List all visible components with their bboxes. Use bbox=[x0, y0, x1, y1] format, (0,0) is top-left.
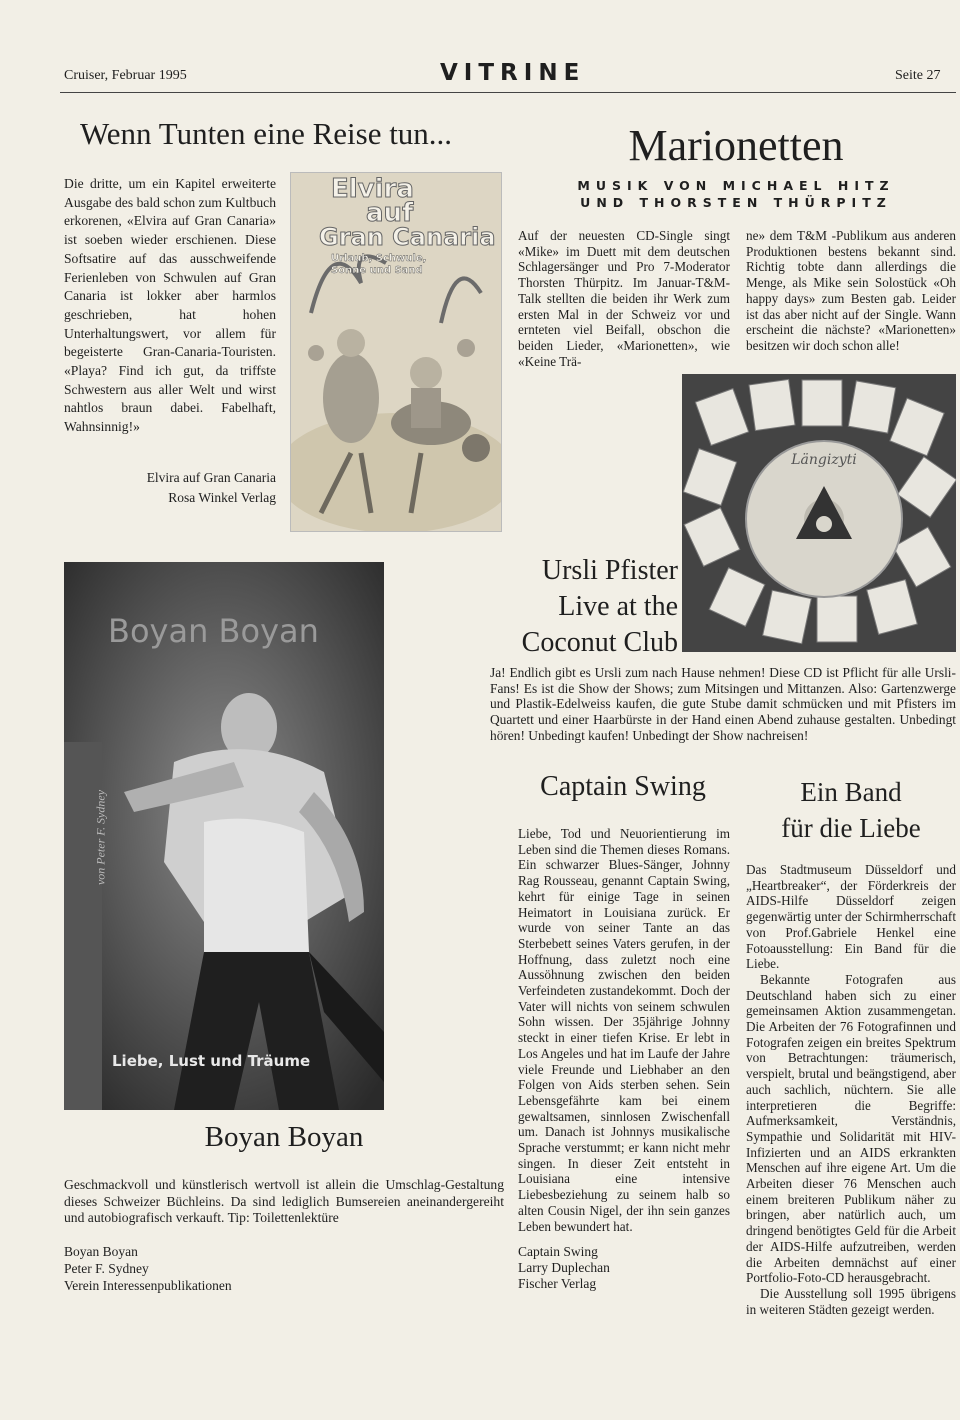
cd-sleeves-illustration bbox=[682, 374, 956, 652]
ursli-headline-1: Ursli Pfister bbox=[541, 555, 678, 586]
boyan-body: Geschmackvoll und künstlerisch wertvoll ist allein die Umschlag-Gestaltung dieses Schweizer Büchleins. Da sind lediglich Bumsereien aneinandergereiht und autobiografisch verkauft. Tip: Toilettenlektüre bbox=[64, 1177, 504, 1225]
boyan-headline: Boyan Boyan bbox=[204, 1121, 364, 1153]
cd-label-text: Längizyti bbox=[791, 452, 857, 468]
captain-body: Liebe, Tod und Neuorientierung im Leben sind die Themen dieses Romans. Ein schwarzer Blues-Sänger, Johnny Rag Rousseau, genannt Captain Swing, kehrt für einige Tage in seinen Heimatort in Louisiana zurück. Er wurde von seiner Tante an das Sterbebett seines Vaters gerufen, in der Hoffnung, dass zuletzt noch eine Aussöhnung zwischen den beiden Verfeindeten zustandekommt. Doch der Vater will nichts von seinem schwulen Sohn wissen. Der 35jährige Johnny steckt in einer tiefen Krise. Er lebt in Los Angeles und hat im Laufe der Jahre viele Freunde und Liebhaber an den Folgen von Aids sterben sehen. Sein Lebensgefährte kam bei einem gewaltsamen, sinnlosen Zwischenfall um. Danach ist Johnnys musikalische Sprache verstummt; er kann nicht mehr singen. In dieser Zeit entsteht in Louisiana eine intensive Liebesbeziehung zu seinem halb so alten Cousin Nigel, der ihn sein ganzes Leben bewundert hat. bbox=[518, 826, 730, 1234]
boyan-cover-tagline: Liebe, Lust und Träume bbox=[112, 1052, 311, 1070]
captain-credit-publisher: Fischer Verlag bbox=[518, 1276, 597, 1291]
marionetten-headline: Marionetten bbox=[628, 121, 844, 170]
elvira-body: Die dritte, um ein Kapitel erweiterte Ausgabe des bald schon zum Kultbuch erkorenen, «Elvira auf Gran Canaria» ist soeben wieder erschienen. Diese Softsatire auf das ausschweifende Ferienleben von Schwulen auf Gran Canaria ist lokker aber harmlos geschrieben, hat hohen Unterhaltungswert, vor allem für begeisterte Gran-Canaria-Touristen. «Playa? Find ich gut, da triffste Schwestern aus aller Welt und wirst nahtlos braun dabei. Fabelhaft, Wahnsinnig!» bbox=[64, 176, 276, 435]
marionetten-col-2: ne» dem T&M -Publikum aus anderen Produktionen bestens bekannt sind. Richtig tobte dann allerdings die Menge, als Mike sein Solostück «Oh happy days» zum Besten gab. Leider ist das aber nicht auf der Single. Wann erscheint die nächste? «Marionetten» besitzen wir doch schon alle! bbox=[746, 228, 956, 353]
elvira-cover-title-1: Elvira bbox=[331, 174, 414, 204]
page-number: Seite 27 bbox=[895, 68, 941, 83]
captain-headline: Captain Swing bbox=[540, 771, 706, 802]
marionetten-col-1: Auf der neuesten CD-Single singt «Mike» im Duett mit dem deutschen Schlagersänger und Pro 7-Moderator Thorsten Thürpitz. Im Januar-T&M-Talk stellten die beiden ihr Werk zum ersten Mal in der Schweiz vor und ernteten viel Beifall, obschon die beiden Lieder, «Marionetten», wie «Keine Trä- bbox=[518, 228, 730, 369]
boyan-book-cover bbox=[64, 562, 384, 1110]
captain-credit-author: Larry Duplechan bbox=[518, 1260, 610, 1275]
band-headline-1: Ein Band bbox=[800, 777, 902, 807]
marionetten-subtitle-1: MUSIK VON MICHAEL HITZ bbox=[577, 178, 895, 193]
band-headline-2: für die Liebe bbox=[781, 813, 921, 843]
elvira-cover-subtitle: Urlaub, Schwule, Sonne und Sand bbox=[331, 253, 427, 276]
ursli-cd-photo bbox=[682, 374, 956, 652]
elvira-credit-title: Elvira auf Gran Canaria bbox=[146, 470, 276, 485]
band-body bbox=[746, 862, 956, 1317]
boyan-credit-title: Boyan Boyan bbox=[64, 1244, 138, 1259]
boyan-credit-publisher: Verein Interessenpublikationen bbox=[64, 1278, 232, 1293]
band-para-1: Das Stadtmuseum Düsseldorf und „Heartbreaker“, der Förderkreis der AIDS-Hilfe Düsseldorf zeigen gegenwärtig unter der Schirmherrschaft von Prof.Gabriele Henkel eine Fotoausstellung: Ein Band für die Liebe. bbox=[746, 862, 956, 972]
ursli-headline-2: Live at the bbox=[558, 591, 678, 622]
section-masthead: VITRINE bbox=[440, 60, 586, 86]
boyan-cover-title: Boyan Boyan bbox=[108, 612, 319, 650]
issue-date: Cruiser, Februar 1995 bbox=[64, 68, 187, 83]
boyan-credit-author: Peter F. Sydney bbox=[64, 1261, 149, 1276]
elvira-credit-publisher: Rosa Winkel Verlag bbox=[168, 490, 276, 505]
ursli-headline-3: Coconut Club bbox=[521, 627, 678, 658]
band-para-3: Die Ausstellung soll 1995 übrigens in weiteren Städten gezeigt werden. bbox=[746, 1285, 956, 1317]
elvira-headline: Wenn Tunten eine Reise tun... bbox=[80, 116, 453, 151]
band-para-2: Bekannte Fotografen aus Deutschland haben sich zu einer gemeinsamen Aktion zusammengetan. Die Arbeiten der 76 Fotografinnen und Fotografen zeigen ein breites Spektrum von Betrachtungen: träumerisch, verspielt, brutal und beängstigend, aber auch sachlich, nüchtern. Sie alle interpretieren die Begriffe: Aufmerksamkeit, Verständnis, Sympathie und Solidarität mit HIV-Infizierten und an AIDS erkrankten Menschen auf ihre eigene Art. Um die Arbeiten dieser 76 Menschen auch einem breiteren Publikum näher zu bringen, aber natürlich auch, um dringend benötigtes Geld für die Arbeit der AIDS-Hilfe aufzutreiben, werden die Arbeiten demnächst auf einer Portfolio-Foto-CD herausgebracht. bbox=[746, 971, 956, 1286]
captain-credit-title: Captain Swing bbox=[518, 1244, 598, 1259]
elvira-cover-title-2: auf bbox=[366, 198, 414, 228]
marionetten-subtitle-2: UND THORSTEN THÜRPITZ bbox=[580, 195, 892, 210]
elvira-book-cover bbox=[290, 172, 502, 532]
header-rule bbox=[60, 92, 956, 93]
boyan-cover-author: von Peter F. Sydney bbox=[93, 789, 108, 886]
elvira-cover-title-3: Gran Canaria bbox=[319, 223, 496, 251]
ursli-body: Ja! Endlich gibt es Ursli zum nach Hause nehmen! Diese CD ist Pflicht für alle Ursli-Fans! Es ist die Show der Shows; zum Mitsingen und Mittanzen. Also: Gartenzwerge und Plastik-Edelweiss kaufen, die gute Stube damit schmücken und mit Pfisters im Quartett und einer Haarbürste in der Hand einen Abend zuhause gestalten. Unbedingt hören! Unbedingt kaufen! Unbedingt der Show nachreisen! bbox=[490, 665, 956, 743]
